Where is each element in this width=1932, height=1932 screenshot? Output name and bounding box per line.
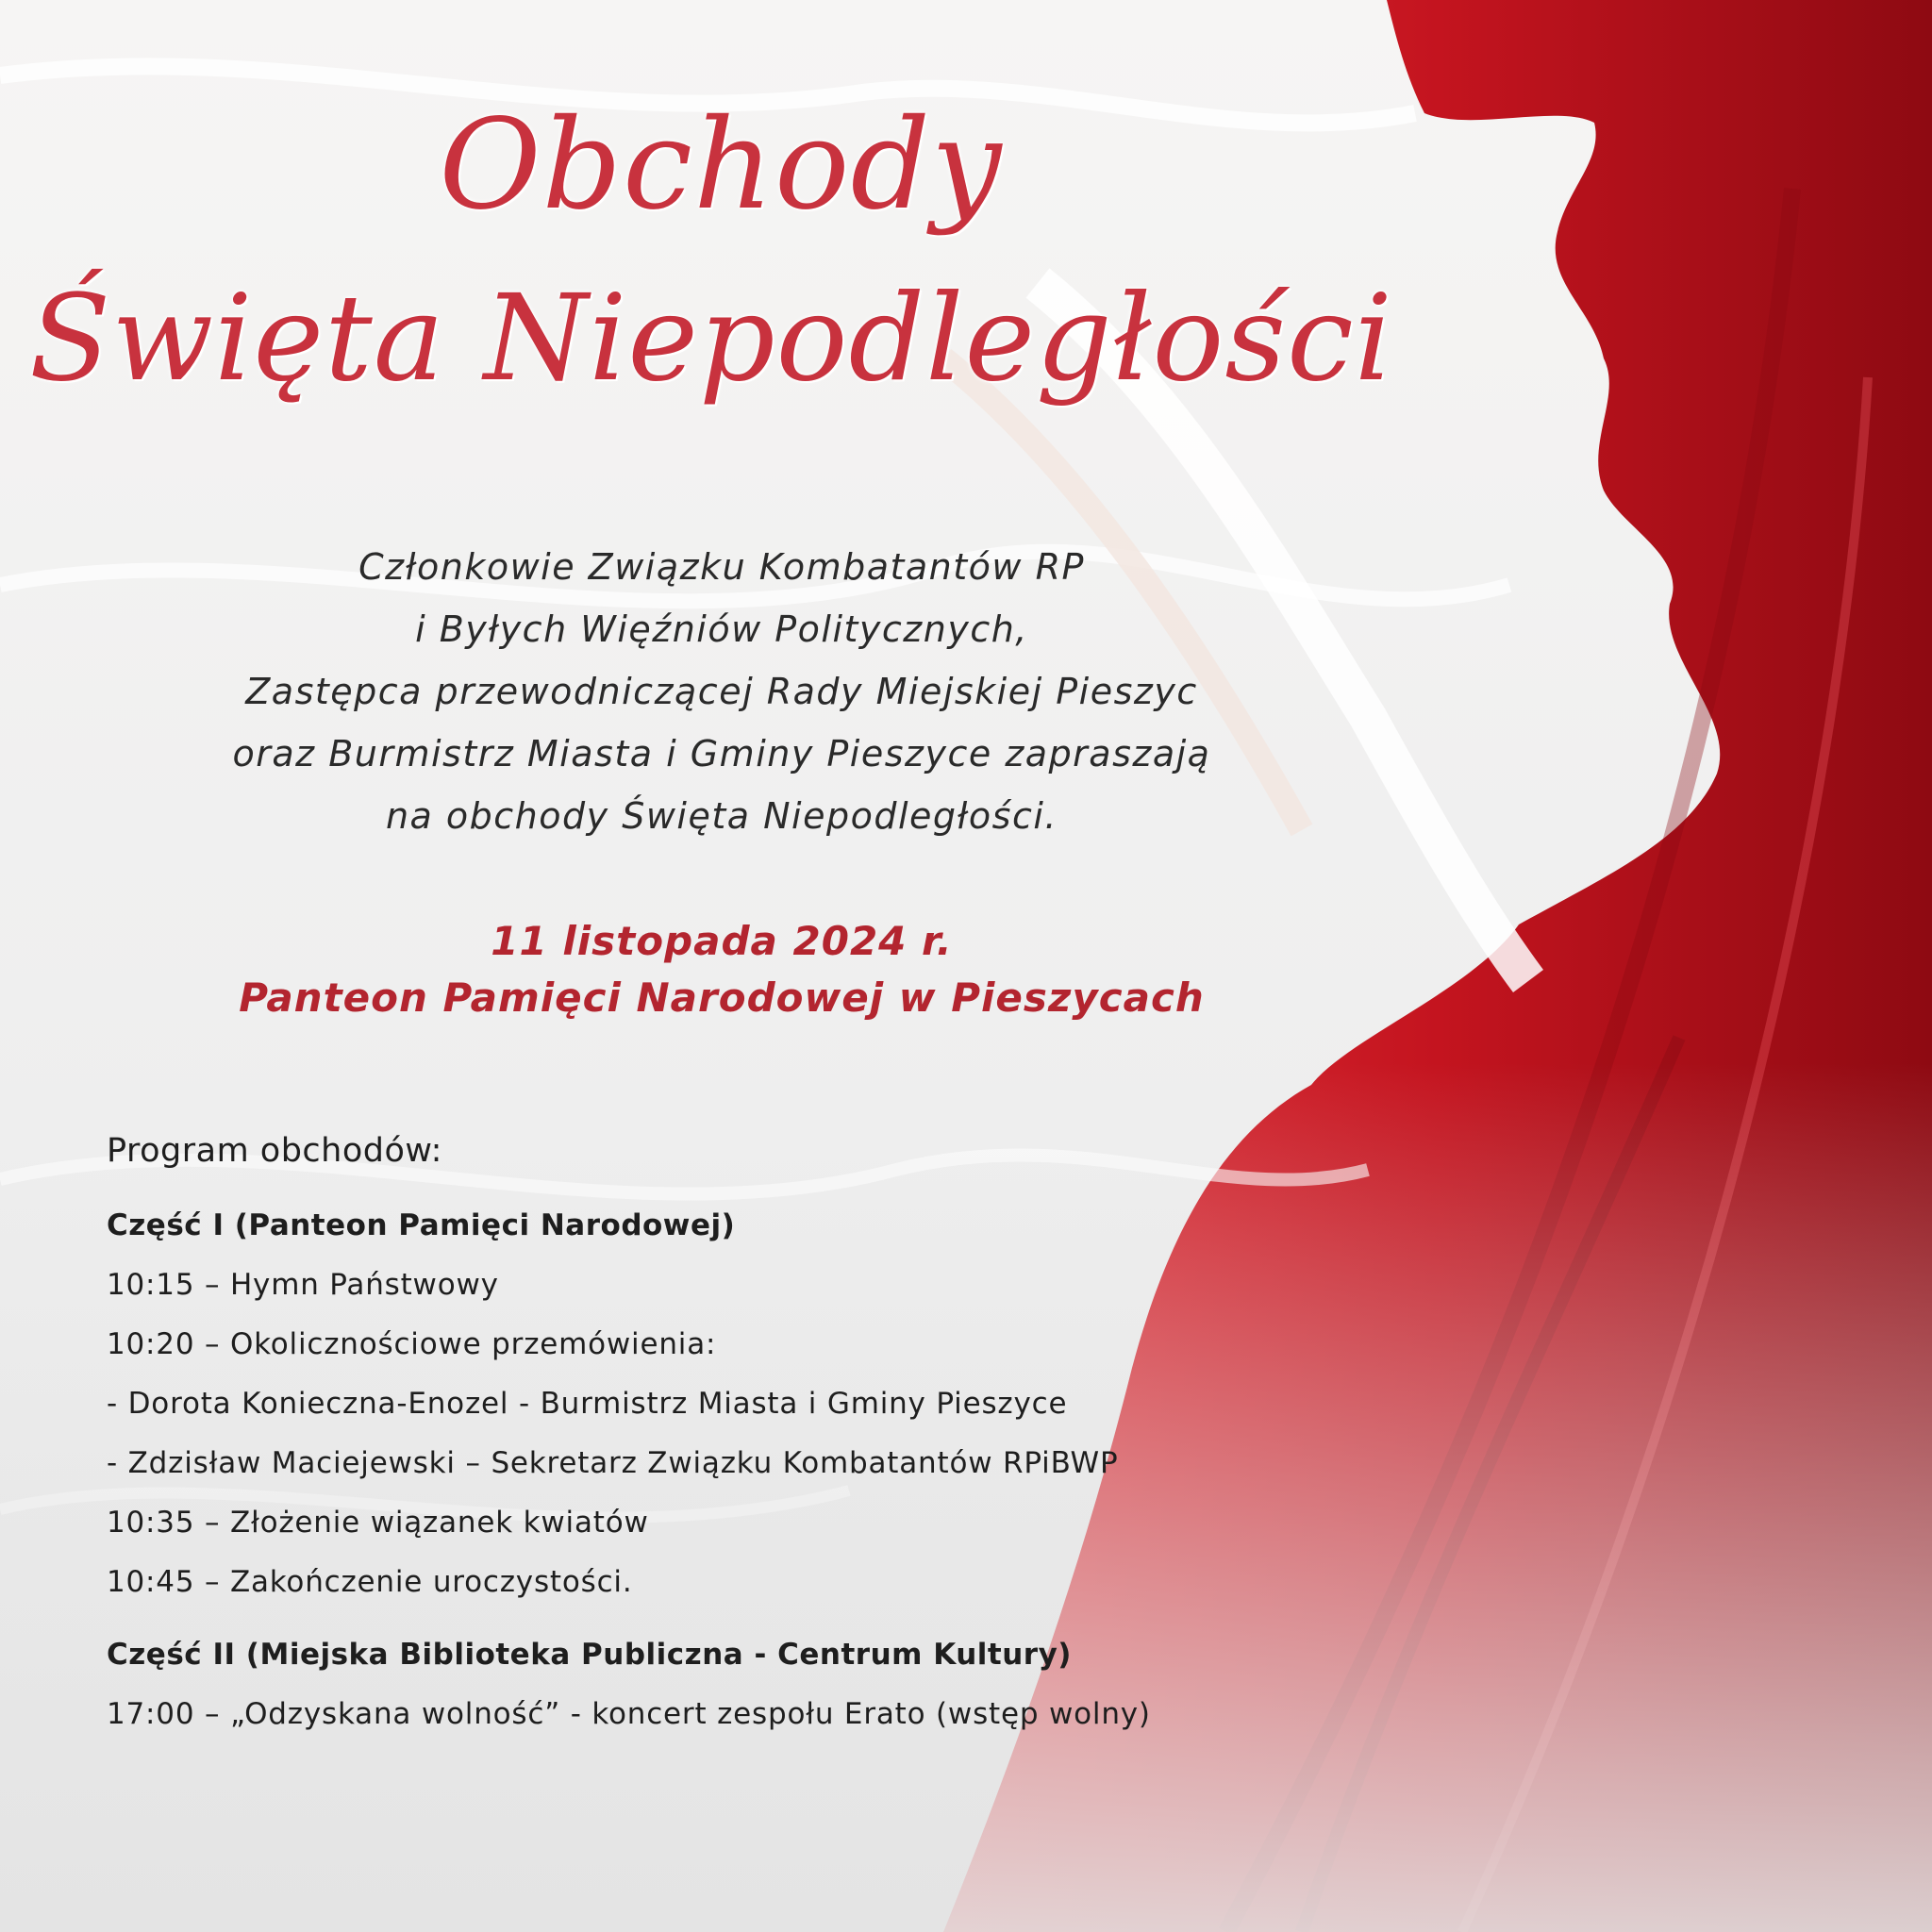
- invitation-line: i Byłych Więźniów Politycznych,: [415, 608, 1028, 650]
- program-item: - Zdzisław Maciejewski – Sekretarz Związku Kombatantów RPiBWP: [107, 1446, 1119, 1480]
- program-item: - Dorota Konieczna-Enozel - Burmistrz Miasta i Gminy Pieszyce: [107, 1387, 1068, 1421]
- program-section: [107, 1132, 1239, 1744]
- event-date: 11 listopada 2024 r.: [491, 918, 953, 964]
- invitation-text: [193, 536, 1250, 847]
- event-details: [156, 913, 1288, 1026]
- title-line-2: Święta Niepodległości: [29, 269, 1393, 408]
- title-line-1: Obchody: [439, 92, 1003, 238]
- invitation-line: oraz Burmistrz Miasta i Gminy Pieszyce zapraszają: [232, 733, 1211, 774]
- invitation-line: na obchody Święta Niepodległości.: [385, 795, 1058, 837]
- program-item: 10:15 – Hymn Państwowy: [107, 1268, 499, 1302]
- program-item: 10:45 – Zakończenie uroczystości.: [107, 1565, 633, 1599]
- invitation-line: Członkowie Związku Kombatantów RP: [358, 546, 1085, 588]
- program-item: 10:20 – Okolicznościowe przemówienia:: [107, 1327, 717, 1361]
- program-heading: Program obchodów:: [107, 1132, 442, 1170]
- program-item: 17:00 – „Odzyskana wolność” - koncert zespołu Erato (wstęp wolny): [107, 1697, 1151, 1731]
- event-place: Panteon Pamięci Narodowej w Pieszycach: [239, 974, 1205, 1021]
- program-item: 10:35 – Złożenie wiązanek kwiatów: [107, 1506, 649, 1540]
- program-part-2-title: Część II (Miejska Biblioteka Publiczna - Centrum Kultury): [107, 1638, 1072, 1672]
- invitation-line: Zastępca przewodniczącej Rady Miejskiej Pieszyc: [245, 671, 1198, 712]
- program-part-1-title: Część I (Panteon Pamięci Narodowej): [107, 1208, 736, 1242]
